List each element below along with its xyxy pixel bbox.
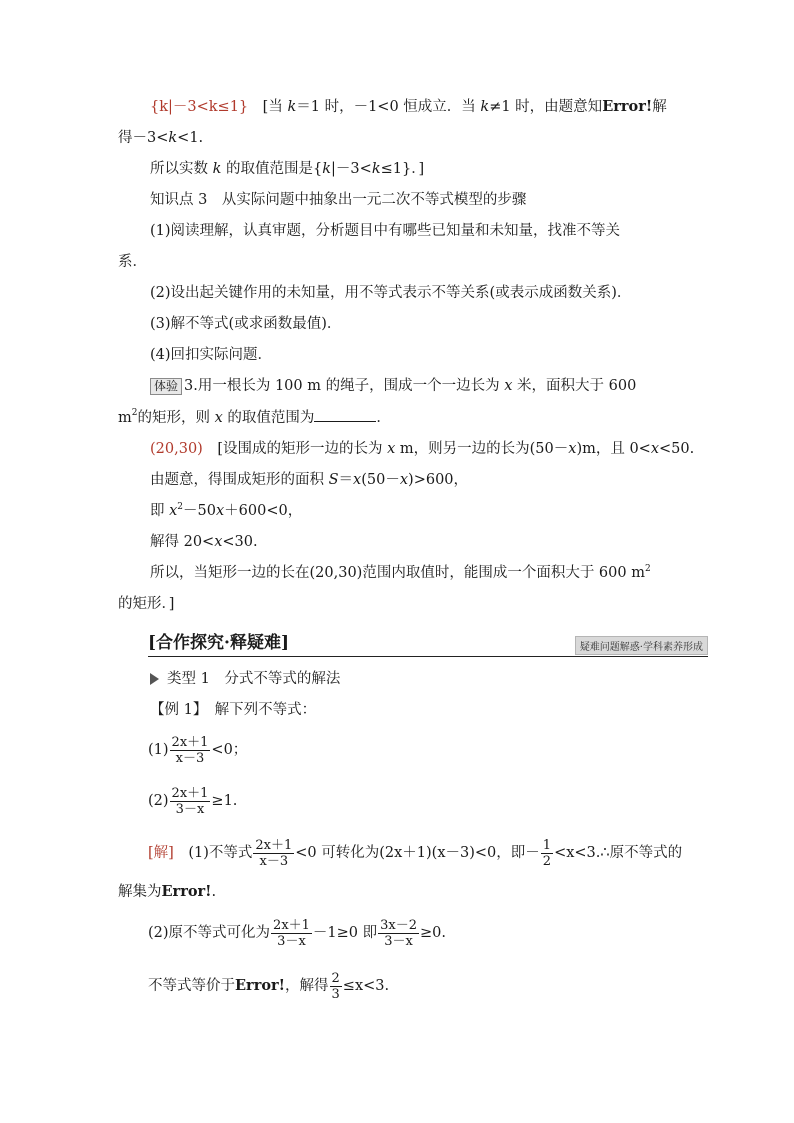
solution-2: (2)原不等式可化为 $\frac{2x+1}{3-x}$ －1≥0 即 $\frac{3x-2}{3-x}$ ≥0. xyxy=(148,917,446,949)
text-segment: 的取值范围为 xyxy=(222,410,315,426)
text-segment: x xyxy=(504,378,513,394)
text-segment: (20,30) xyxy=(150,441,203,457)
text-segment: 解 xyxy=(652,99,667,115)
text-segment: 2 xyxy=(131,408,138,418)
text-line xyxy=(150,532,258,552)
text-segment: k xyxy=(168,130,178,146)
text-segment: [设围成的矩形一边的长为 xyxy=(202,441,388,457)
text-segment: x xyxy=(650,441,660,457)
tiyan-badge: 体验 xyxy=(150,378,182,395)
text-line: $m^2$的矩形，则 x 的取值范围为 ． xyxy=(118,408,391,426)
text-segment: )>600， xyxy=(408,472,469,488)
text-line xyxy=(150,221,620,241)
text-segment: [当 xyxy=(248,99,288,115)
banner-tag: 疑难问题解惑·学科素养形成 xyxy=(575,636,708,655)
text-segment: x xyxy=(387,441,396,457)
text-line xyxy=(150,501,302,521)
text-segment: ＝1 时，－1<0 恒成立．当 xyxy=(296,99,481,115)
text-segment: <30. xyxy=(222,534,258,550)
section-banner xyxy=(148,628,708,657)
text-segment: x xyxy=(169,503,178,519)
text-segment: x xyxy=(399,472,409,488)
text-segment: <1. xyxy=(177,130,204,146)
text-segment: )m，且 0< xyxy=(576,441,651,457)
text-line xyxy=(150,376,636,396)
text-segment: x xyxy=(214,410,223,426)
text-line xyxy=(150,345,272,365)
text-line xyxy=(150,97,667,117)
problem-2: (2) $\frac{2x+1}{3-x}$ ≥1. xyxy=(148,785,238,817)
text-segment: 解得 20< xyxy=(150,534,215,550)
text-line xyxy=(150,563,651,583)
text-segment: m xyxy=(118,410,132,426)
answer-blank[interactable] xyxy=(314,407,376,422)
text-segment: 2 xyxy=(177,502,184,512)
text-segment: x xyxy=(353,472,362,488)
text-segment: k xyxy=(212,161,222,177)
text-segment: 由题意，得围成矩形的面积 xyxy=(150,472,329,488)
text-segment: ≤1}．] xyxy=(380,161,425,177)
text-segment: <50. xyxy=(659,441,695,457)
text-segment: －50 xyxy=(183,503,216,519)
text-line xyxy=(150,314,341,334)
text-segment: 米，面积大于 600 xyxy=(512,378,637,394)
text-segment: 得－3< xyxy=(118,130,169,146)
fraction: $\frac{1}{2}$ xyxy=(542,837,552,869)
solution-1-cont: 解集为Error!. xyxy=(118,883,217,900)
text-segment: k xyxy=(371,161,381,177)
text-segment: {k|－3<k≤1} xyxy=(150,99,249,115)
solution-3: 不等式等价于Error!，解得 $\frac{2}{3}$ ≤x<3. xyxy=(148,970,390,1002)
text-segment: 系． xyxy=(118,254,147,270)
solution-1: [解] (1)不等式 $\frac{2x+1}{x-3}$ <0 可转化为(2x＋1)(x－3)<0，即－ $\frac{1}{2}$ <x<3.∴原不等式的 xyxy=(148,837,683,869)
text-segment: 的取值范围是{ xyxy=(221,161,323,177)
text-line xyxy=(150,190,526,210)
text-segment: k xyxy=(480,99,490,115)
text-segment: (2)设出起关键作用的未知量，用不等式表示不等关系(或表示成函数关系)． xyxy=(150,285,632,301)
text-line xyxy=(118,252,147,272)
text-segment: 知识点 3 从实际问题中抽象出一元二次不等式模型的步骤 xyxy=(150,192,527,208)
text-segment: x xyxy=(215,503,225,519)
text-segment: 3.用一根长为 100 m 的绳子，围成一个一边长为 xyxy=(184,378,505,394)
text-segment: (4)回扣实际问题． xyxy=(150,347,273,363)
text-segment: x xyxy=(568,441,577,457)
triangle-bullet-icon xyxy=(150,673,159,685)
text-segment: Error! xyxy=(602,98,653,115)
text-segment: k xyxy=(287,99,297,115)
text-segment: 2 xyxy=(644,564,651,574)
text-segment: |－3< xyxy=(331,161,372,177)
fraction: $\frac{2}{3}$ xyxy=(331,970,340,1002)
banner-title: [合作探究·释疑难] xyxy=(148,633,290,653)
example-label: 【例 1】 xyxy=(150,702,201,718)
text-line xyxy=(150,283,631,303)
text-line xyxy=(150,159,424,179)
text-segment: 所以，当矩形一边的长在(20,30)范围内取值时，能围成一个面积大于 600 m xyxy=(150,565,645,581)
text-segment: m，则另一边的长为(50－ xyxy=(395,441,569,457)
fraction: $\frac{2x+1}{3-x}$ xyxy=(171,785,209,817)
text-line xyxy=(150,439,694,459)
text-segment: (3)解不等式(或求函数最值)． xyxy=(150,316,342,332)
text-segment: x xyxy=(214,534,223,550)
fraction: $\frac{2x+1}{x-3}$ xyxy=(255,837,293,869)
text-segment: k xyxy=(322,161,332,177)
text-segment: 所以实数 xyxy=(150,161,213,177)
fraction: $\frac{3x-2}{3-x}$ xyxy=(380,917,418,949)
text-segment: S xyxy=(328,472,339,488)
text-line xyxy=(118,594,174,614)
text-segment: 的矩形．] xyxy=(118,596,175,612)
text-segment: ≠1 时，由题意知 xyxy=(489,99,603,115)
example-line xyxy=(150,700,316,720)
section-heading: 类型 1 分式不等式的解法 xyxy=(150,669,340,689)
fraction: $\frac{2x+1}{3-x}$ xyxy=(273,917,310,949)
text-segment: (50－ xyxy=(361,472,400,488)
example-text: 解下列不等式： xyxy=(200,702,317,718)
text-segment: ＋600<0， xyxy=(224,503,303,519)
text-line xyxy=(150,470,468,490)
text-line xyxy=(118,128,203,148)
text-segment: (1)阅读理解，认真审题，分析题目中有哪些已知量和未知量，找准不等关 xyxy=(150,223,621,239)
fraction: $\frac{2x+1}{x-3}$ xyxy=(171,734,209,766)
text-segment: 即 xyxy=(150,503,170,519)
text-segment: ＝ xyxy=(338,472,354,488)
solution-label: [解] xyxy=(148,845,174,861)
problem-1: (1) $\frac{2x+1}{x-3}$ <0； xyxy=(148,734,248,766)
text-segment: 的矩形，则 xyxy=(137,410,215,426)
